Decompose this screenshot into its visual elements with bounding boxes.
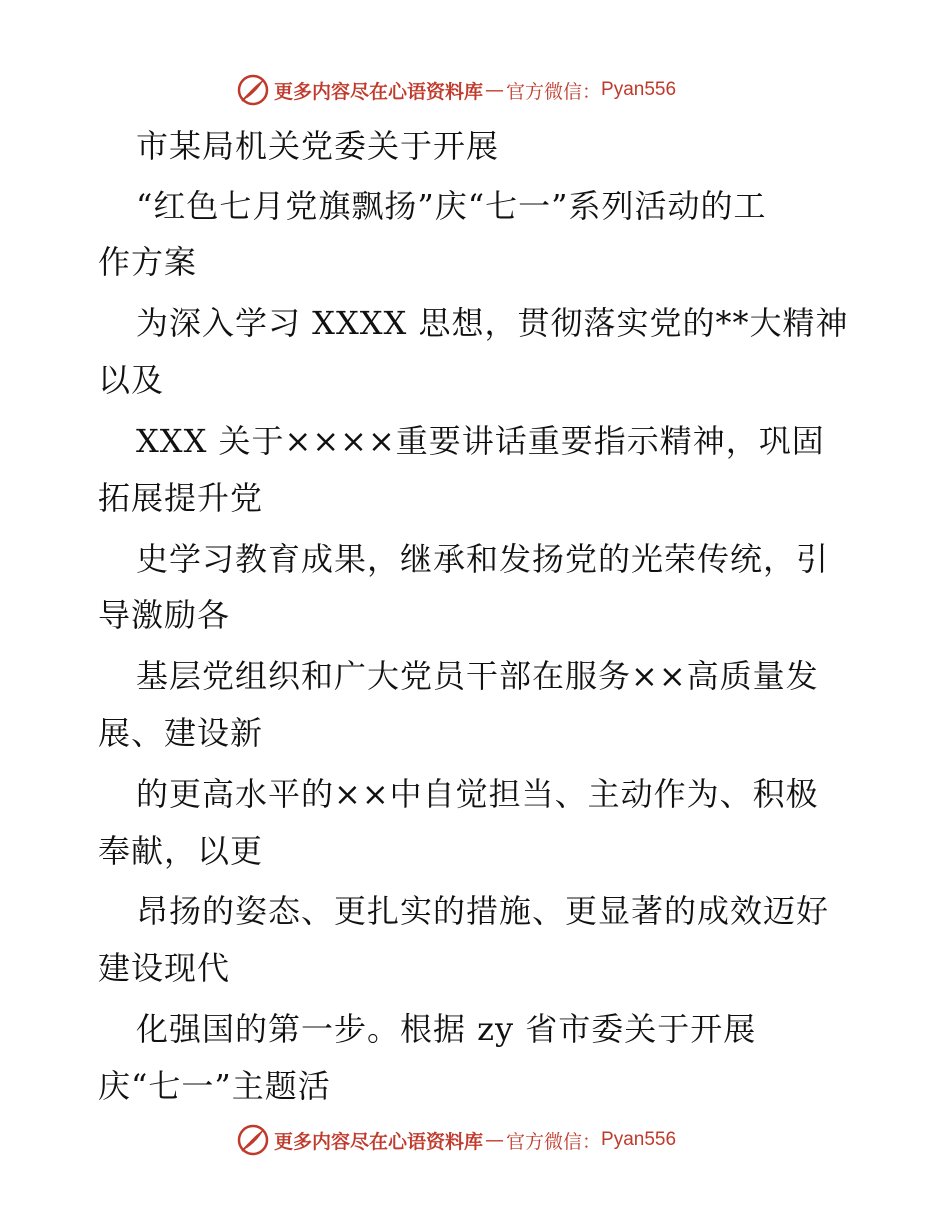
doc-line: 庆“七一”主题活: [98, 1067, 331, 1105]
feather-seal-icon: [236, 73, 270, 107]
doc-line: 基层党组织和广大党员干部在服务××高质量发: [136, 657, 819, 695]
watermark-official-label: 官方微信：: [506, 1130, 602, 1153]
watermark-banner-bottom: [236, 1122, 676, 1158]
doc-line: 奉献，以更: [98, 832, 264, 870]
feather-seal-icon: [236, 1123, 270, 1157]
doc-line: 建设现代: [98, 949, 231, 987]
doc-line: 以及: [98, 361, 165, 399]
doc-line: 拓展提升党: [98, 479, 264, 517]
watermark-official-label: 官方微信：: [506, 80, 602, 103]
doc-line: 展、建设新: [98, 714, 264, 752]
watermark-text: 更多内容尽在心语资料库: [274, 1130, 484, 1153]
watermark-text: 更多内容尽在心语资料库: [274, 80, 484, 103]
doc-line: 史学习教育成果，继承和发扬党的光荣传统，引: [136, 540, 830, 578]
watermark-dash: —: [485, 79, 505, 101]
doc-line: “红色七月党旗飘扬”庆“七一”系列活动的工: [136, 187, 767, 225]
doc-line: 为深入学习 XXXX 思想，贯彻落实党的**大精神: [136, 304, 849, 342]
watermark-banner-top: [236, 72, 676, 108]
watermark-wechat-id: Pyan556: [601, 79, 677, 100]
doc-line: 化强国的第一步。根据 zy 省市委关于开展: [136, 1010, 757, 1048]
doc-line: 昂扬的姿态、更扎实的措施、更显著的成效迈好: [136, 892, 830, 930]
watermark-dash: —: [485, 1129, 505, 1151]
doc-line: 的更高水平的××中自觉担当、主动作为、积极: [136, 775, 819, 813]
doc-line: 导激励各: [98, 596, 231, 634]
doc-line: 市某局机关党委关于开展: [136, 127, 500, 165]
watermark-wechat-id: Pyan556: [601, 1129, 677, 1150]
doc-line: XXX 关于××××重要讲话重要指示精神，巩固: [136, 422, 825, 460]
doc-line: 作方案: [98, 243, 198, 281]
